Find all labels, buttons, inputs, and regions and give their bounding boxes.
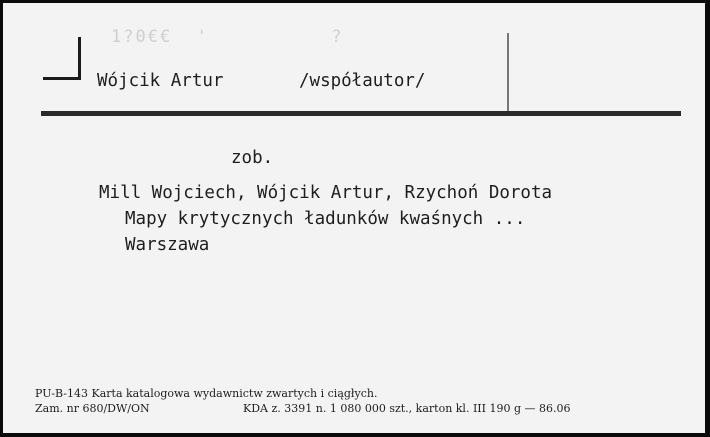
heading-author: Wójcik Artur	[97, 71, 224, 91]
faint-erased-text: 1?0€€ ' ?	[111, 27, 344, 47]
heading-rule	[41, 111, 681, 116]
heading-divider-line	[507, 33, 509, 111]
corner-mark-horizontal	[43, 77, 81, 80]
corner-mark-vertical	[78, 37, 81, 79]
heading-role: /współautor/	[299, 71, 426, 91]
footer-form-line: PU-B-143 Karta katalogowa wydawnictw zwartych i ciągłych.	[35, 387, 378, 400]
entry-title: Mapy krytycznych ładunków kwaśnych ...	[125, 209, 526, 229]
catalog-card	[3, 3, 705, 433]
see-reference: zob.	[231, 148, 274, 168]
entry-place: Warszawa	[125, 235, 210, 255]
entry-authors: Mill Wojciech, Wójcik Artur, Rzychoń Dorota	[99, 183, 553, 203]
footer-print-info: KDA z. 3391 n. 1 080 000 szt., karton kl. III 190 g — 86.06	[243, 402, 571, 415]
footer-order-number: Zam. nr 680/DW/ON	[35, 402, 150, 415]
